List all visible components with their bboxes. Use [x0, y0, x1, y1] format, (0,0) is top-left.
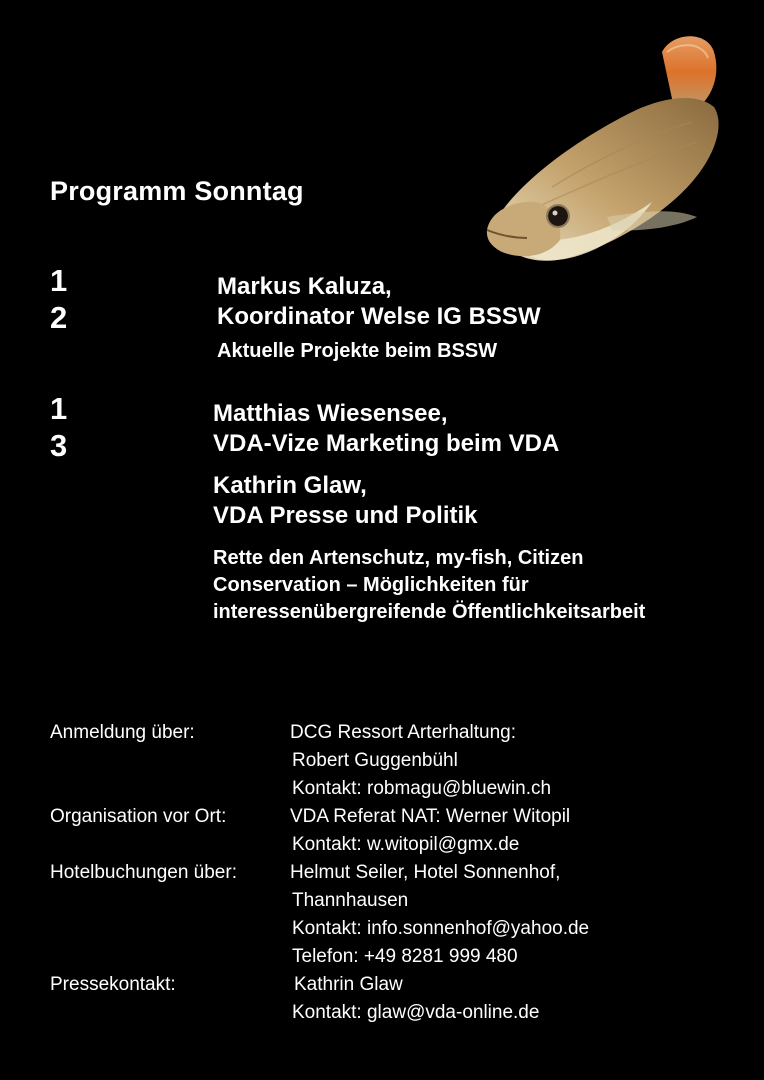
speaker-name: Matthias Wiesensee,: [213, 400, 448, 427]
organisation-line: VDA Referat NAT: Werner Witopil: [290, 806, 571, 827]
hotel-line: Thannhausen: [292, 890, 409, 911]
presse-line: Kathrin Glaw: [294, 974, 403, 995]
speaker-name: Markus Kaluza,: [217, 273, 392, 300]
speaker-role: VDA-Vize Marketing beim VDA: [213, 430, 560, 457]
talk-number-digit: 1: [50, 263, 68, 298]
hotel-label: Hotelbuchungen über:: [50, 862, 237, 883]
talk-13: [213, 399, 645, 626]
anmeldung-line: Robert Guggenbühl: [292, 750, 458, 771]
presse-label: Pressekontakt:: [50, 974, 176, 995]
program-title: Programm Sonntag: [50, 176, 304, 206]
talk-number-digit: 1: [50, 391, 68, 426]
speaker-name: Kathrin Glaw,: [213, 472, 367, 499]
anmeldung-label: Anmeldung über:: [50, 722, 195, 743]
hotel-phone: Telefon: +49 8281 999 480: [292, 946, 518, 967]
presse-contact: Kontakt: glaw@vda-online.de: [292, 1002, 540, 1023]
anmeldung-contact: Kontakt: robmagu@bluewin.ch: [292, 778, 552, 799]
talk-number-digit: 3: [50, 428, 68, 463]
talk-12: [217, 272, 541, 365]
anmeldung-line: DCG Ressort Arterhaltung:: [290, 722, 516, 743]
talk-topic-line: Rette den Artenschutz, my-fish, Citizen: [213, 547, 584, 569]
speaker-role: VDA Presse und Politik: [213, 502, 478, 529]
talk-number-digit: 2: [50, 300, 68, 335]
organisation-label: Organisation vor Ort:: [50, 806, 227, 827]
talk-topic: Aktuelle Projekte beim BSSW: [217, 340, 498, 362]
talk-topic: [213, 545, 645, 626]
talk-topic-line: Conservation – Möglichkeiten für: [213, 574, 529, 596]
organisation-contact: Kontakt: w.witopil@gmx.de: [292, 834, 520, 855]
hotel-contact: Kontakt: info.sonnenhof@yahoo.de: [292, 918, 590, 939]
talk-topic-line: interessenübergreifende Öffentlichkeitsarbeit: [213, 601, 646, 623]
talk-number-13: [50, 390, 67, 464]
hotel-line: Helmut Seiler, Hotel Sonnenhof,: [290, 862, 561, 883]
talk-number-12: [50, 262, 67, 336]
speaker-role: Koordinator Welse IG BSSW: [217, 303, 541, 330]
